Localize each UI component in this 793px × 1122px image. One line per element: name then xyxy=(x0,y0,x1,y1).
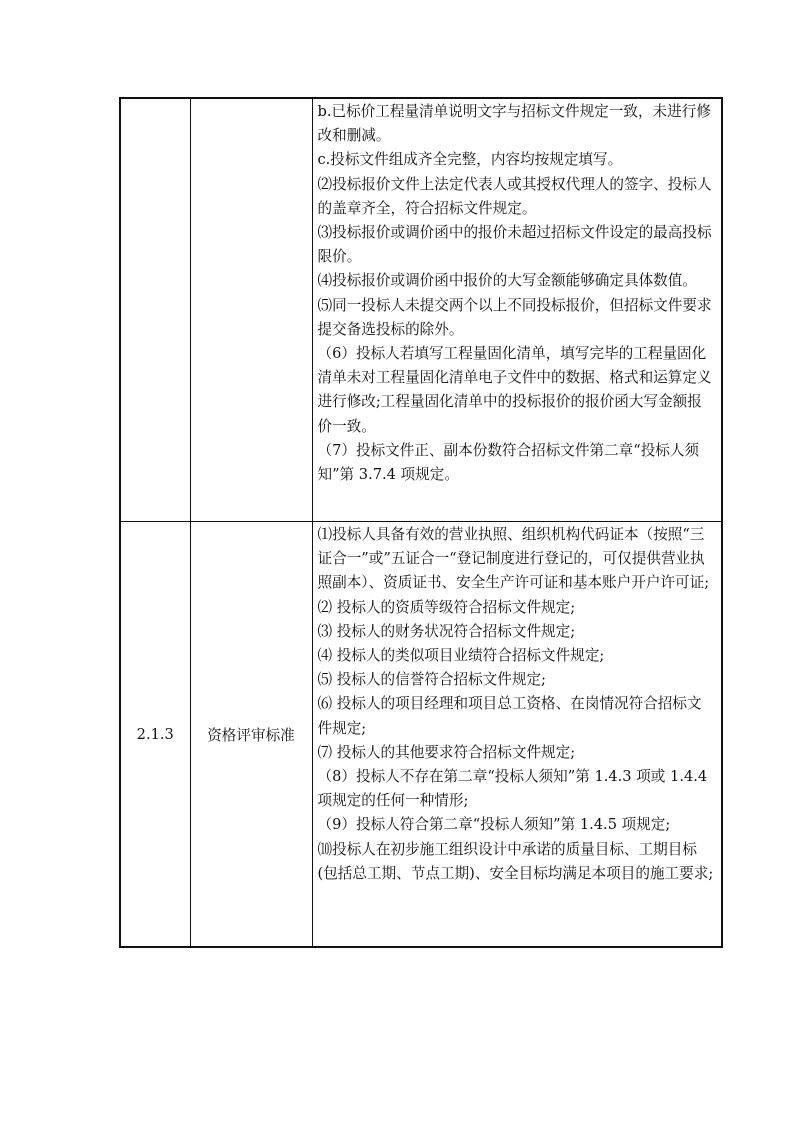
criteria-line: ⑹ 投标人的项目经理和项目总工资格、在岗情况符合招标文件规定; xyxy=(317,695,702,737)
criteria-content xyxy=(313,522,722,886)
criteria-content xyxy=(313,99,722,487)
clause-title: 资格评审标准 xyxy=(207,726,295,744)
criteria-line: （7）投标文件正、副本份数符合招标文件第二章“投标人须知”第 3.7.4 项规定。 xyxy=(317,441,700,484)
table-row xyxy=(120,522,722,948)
clause-title-cell xyxy=(190,522,312,948)
criteria-line: ⑽投标人在初步施工组织设计中承诺的质量目标、工期目标(包括总工期、节点工期)、安全目标均满足本项目的施工要求; xyxy=(317,840,714,882)
criteria-line: ⑶投标报价或调价函中的报价未超过招标文件设定的最高投标限价。 xyxy=(317,224,712,266)
criteria-line: ⑷投标报价或调价函中报价的大写金额能够确定具体数值。 xyxy=(317,272,697,290)
criteria-line: ⑴投标人具备有效的营业执照、组织机构代码证本（按照“三证合一”或”五证合一“登记制度进行登记的，可仅提供营业执照副本）、资质证书、安全生产许可证和基本账户开户许可证; xyxy=(317,526,710,592)
criteria-content-cell xyxy=(312,98,722,522)
criteria-line: ⑸同一投标人未提交两个以上不同投标报价，但招标文件要求提交备选投标的除外。 xyxy=(317,296,712,338)
clause-number-cell xyxy=(120,522,190,948)
criteria-content-cell xyxy=(312,522,722,948)
criteria-line: ⑶ 投标人的财务状况符合招标文件规定; xyxy=(317,622,576,640)
clause-number-cell xyxy=(120,98,190,522)
criteria-line: b.已标价工程量清单说明文字与招标文件规定一致，未进行修改和删减。 xyxy=(317,103,711,145)
criteria-line: （9）投标人符合第二章“投标人须知”第 1.4.5 项规定; xyxy=(317,816,671,834)
criteria-table xyxy=(119,97,723,948)
table-row xyxy=(120,98,722,522)
criteria-line: ⑷ 投标人的类似项目业绩符合招标文件规定; xyxy=(317,647,605,665)
clause-title xyxy=(191,99,312,100)
criteria-line: ⑺ 投标人的其他要求符合招标文件规定; xyxy=(317,743,576,761)
clause-number: 2.1.3 xyxy=(136,725,174,743)
clause-title-cell xyxy=(190,98,312,522)
criteria-line: ⑵投标报价文件上法定代表人或其授权代理人的签字、投标人的盖章齐全，符合招标文件规定。 xyxy=(317,175,712,217)
clause-number xyxy=(121,99,190,100)
criteria-line: （6）投标人若填写工程量固化清单，填写完毕的工程量固化清单未对工程量固化清单电子文件中的数据、格式和运算定义进行修改;工程量固化清单中的投标报价的报价函大写金额报价一致。 xyxy=(317,345,712,435)
criteria-line: ⑸ 投标人的信誉符合招标文件规定; xyxy=(317,671,546,689)
criteria-line: ⑵ 投标人的资质等级符合招标文件规定; xyxy=(317,598,576,616)
criteria-line: c.投标文件组成齐全完整，内容均按规定填写。 xyxy=(317,151,623,169)
criteria-line: （8）投标人不存在第二章“投标人须知”第 1.4.3 项或 1.4.4 项规定的任何一种情形; xyxy=(317,768,708,810)
